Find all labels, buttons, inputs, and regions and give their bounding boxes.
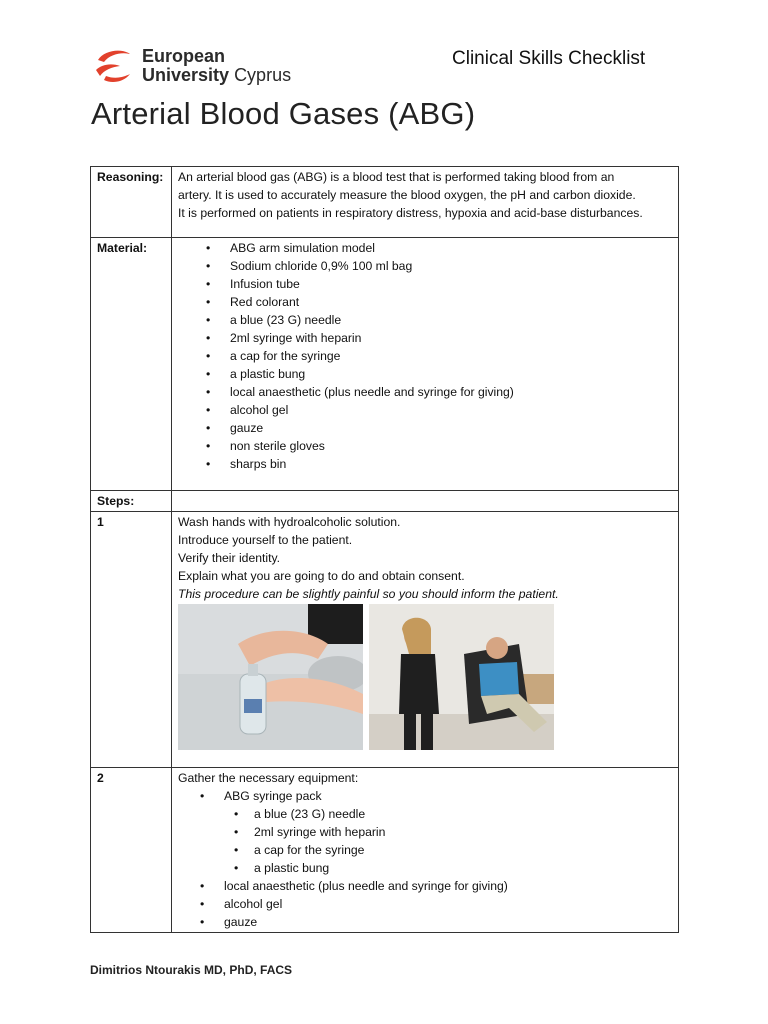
page-title: Arterial Blood Gases (ABG) xyxy=(91,96,476,131)
steps-label: Steps: xyxy=(91,491,172,512)
step-intro: Gather the necessary equipment: xyxy=(178,771,359,785)
equipment-item: • local anaesthetic (plus needle and syringe for giving) xyxy=(224,877,672,895)
material-row xyxy=(91,238,679,491)
document-type-header: Clinical Skills Checklist xyxy=(452,48,646,69)
step-line: Verify their identity. xyxy=(178,551,281,565)
reasoning-line: artery. It is used to accurately measure the blood oxygen, the pH and carbon dioxide. xyxy=(178,188,636,202)
material-item: • 2ml syringe with heparin xyxy=(230,329,672,347)
steps-header-row xyxy=(91,491,679,512)
equipment-item: • gauze xyxy=(224,913,672,931)
step-line: Wash hands with hydroalcoholic solution. xyxy=(178,515,401,529)
step-number: 2 xyxy=(91,768,172,933)
university-logo-icon xyxy=(92,46,134,86)
step-line: Introduce yourself to the patient. xyxy=(178,533,353,547)
material-item: • a plastic bung xyxy=(230,365,672,383)
material-item: • sharps bin xyxy=(230,455,672,473)
material-item: • Sodium chloride 0,9% 100 ml bag xyxy=(230,257,672,275)
patient-introduction-photo xyxy=(369,604,554,750)
equipment-item xyxy=(224,787,672,877)
material-label: Material: xyxy=(91,238,172,491)
material-item: • a cap for the syringe xyxy=(230,347,672,365)
logo-text-university: University xyxy=(142,65,230,85)
pack-item: • a plastic bung xyxy=(254,859,672,877)
equipment-pack-label: ABG syringe pack xyxy=(224,789,322,803)
logo-text-cyprus: Cyprus xyxy=(234,65,292,85)
reasoning-line: It is performed on patients in respiratory distress, hypoxia and acid-base disturbances. xyxy=(178,206,643,220)
material-item: • a blue (23 G) needle xyxy=(230,311,672,329)
pack-item: • a cap for the syringe xyxy=(254,841,672,859)
material-item: • ABG arm simulation model xyxy=(230,239,672,257)
step-photos xyxy=(178,604,672,750)
footer-author: Dimitrios Ntourakis MD, PhD, FACS xyxy=(90,963,293,977)
reasoning-row xyxy=(91,167,679,238)
material-item: • Infusion tube xyxy=(230,275,672,293)
equipment-pack-list xyxy=(224,805,672,877)
step-line: Explain what you are going to do and obtain consent. xyxy=(178,569,465,583)
step-row xyxy=(91,768,679,933)
reasoning-text xyxy=(172,167,679,238)
material-item: • non sterile gloves xyxy=(230,437,672,455)
university-logo xyxy=(92,44,291,88)
pack-item: • a blue (23 G) needle xyxy=(254,805,672,823)
material-list-cell xyxy=(172,238,679,491)
logo-text-line1: European xyxy=(142,46,226,66)
material-item: • gauze xyxy=(230,419,672,437)
checklist-table xyxy=(90,166,679,933)
reasoning-label: Reasoning: xyxy=(91,167,172,238)
equipment-item: • alcohol gel xyxy=(224,895,672,913)
hand-washing-photo xyxy=(178,604,363,750)
step-content xyxy=(172,512,679,768)
equipment-list xyxy=(178,787,672,931)
step-content xyxy=(172,768,679,933)
step-note: This procedure can be slightly painful so you should inform the patient. xyxy=(178,587,559,601)
step-number: 1 xyxy=(91,512,172,768)
material-list xyxy=(178,239,672,473)
pack-item: • 2ml syringe with heparin xyxy=(254,823,672,841)
material-item: • alcohol gel xyxy=(230,401,672,419)
material-item: • local anaesthetic (plus needle and syringe for giving) xyxy=(230,383,672,401)
reasoning-line: An arterial blood gas (ABG) is a blood test that is performed taking blood from an xyxy=(178,170,615,184)
step-row xyxy=(91,512,679,768)
material-item: • Red colorant xyxy=(230,293,672,311)
steps-header-empty xyxy=(172,491,679,512)
